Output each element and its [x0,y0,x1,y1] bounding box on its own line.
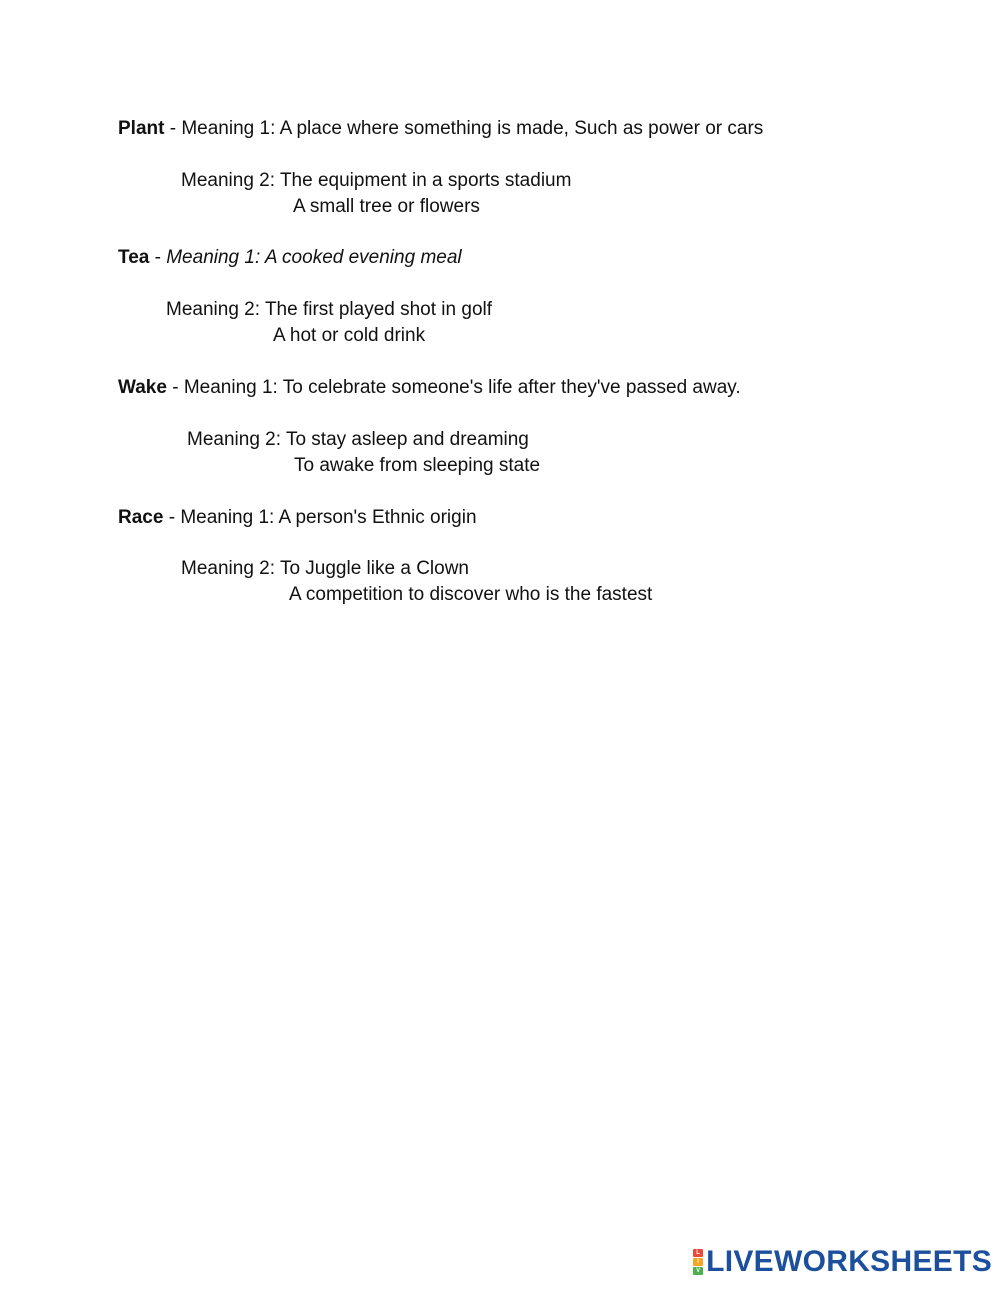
meaning1-text: Meaning 1: A person's Ethnic origin [180,507,477,528]
entry-wake-option[interactable]: To awake from sleeping state [294,455,541,476]
word-race: Race [118,507,164,528]
logo-block-v: V [693,1267,703,1275]
meaning1-text: Meaning 1: To celebrate someone's life after they've passed away. [183,377,741,398]
entry-wake-meaning1-line [118,376,741,400]
separator: - [163,507,181,528]
entry-plant-meaning2: Meaning 2: The equipment in a sports stadium [181,170,572,191]
word-tea: Tea [118,247,150,268]
brand-text: LIVEWORKSHEETS [706,1245,992,1278]
entry-tea-meaning1-line [118,246,462,270]
entry-plant-meaning1-line [118,117,763,141]
separator: - [149,247,167,268]
separator: - [164,118,182,139]
logo-block-i: I [693,1258,703,1266]
entry-tea-option[interactable]: A hot or cold drink [273,325,426,346]
entry-race-option[interactable]: A competition to discover who is the fastest [289,584,653,605]
meaning1-text: Meaning 1: A place where something is made, Such as power or cars [181,118,764,139]
meaning1-text: Meaning 1: A cooked evening meal [166,247,462,268]
entry-tea-meaning2: Meaning 2: The first played shot in golf [166,299,493,320]
entry-wake-meaning2: Meaning 2: To stay asleep and dreaming [187,429,529,450]
separator: - [166,377,184,398]
word-wake: Wake [118,377,167,398]
entry-plant-option[interactable]: A small tree or flowers [293,196,480,217]
entry-race-meaning2: Meaning 2: To Juggle like a Clown [181,558,469,579]
logo-block-l: L [693,1249,703,1257]
liveworksheets-logo [693,1247,992,1277]
entry-race-meaning1-line [118,506,477,530]
logo-blocks-icon [693,1249,703,1275]
word-plant: Plant [118,118,165,139]
